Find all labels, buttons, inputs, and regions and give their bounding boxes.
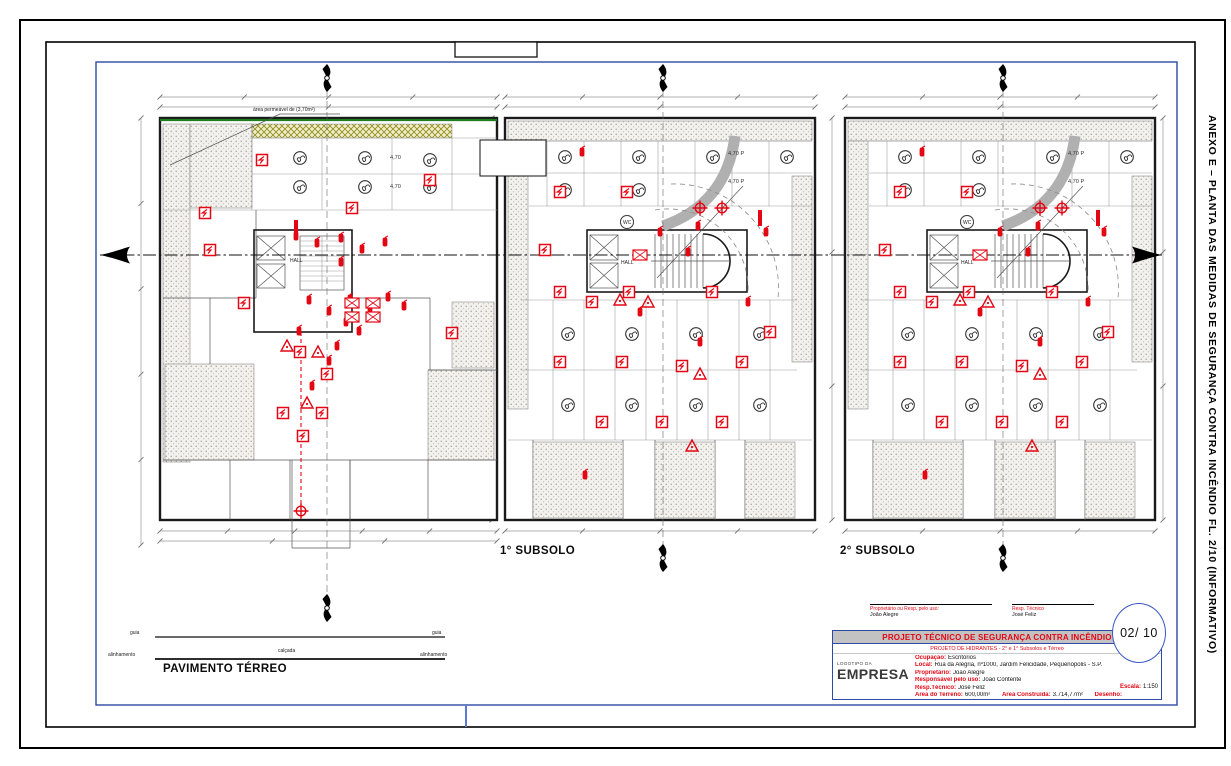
sign-symbol <box>257 155 268 166</box>
field-label: Resp.Técnico: <box>915 684 957 691</box>
field-value: João Contente <box>982 677 1022 684</box>
field-value: 1:150 <box>1142 684 1158 690</box>
titleblock-header: PROJETO TÉCNICO DE SEGURANÇA CONTRA INCÊNDIO <box>833 631 1161 644</box>
field-value: Rua da Alegria, nº1000, Jardim Felicidade, Pequenópolis - S.P. <box>934 662 1103 669</box>
annotation-permeavel: área permeável de (3,70m²) <box>253 107 315 113</box>
street-label-alinhamento: alinhamento <box>420 652 448 658</box>
sheet-side-title: ANEXO E – PLANTA DAS MEDIDAS DE SEGURANÇA CONTRA INCÊNDIO FL. 2/10 (INFORMATIVO) <box>1206 114 1218 654</box>
signature-owner-name: João Alegre <box>870 612 899 618</box>
street-label-calcada: calçada <box>278 648 296 654</box>
field-label: Área Construída: <box>1001 692 1051 699</box>
sign-symbol <box>1077 357 1088 368</box>
signature-tech-label: Resp. Técnico <box>1012 606 1044 612</box>
sign-symbol <box>1057 417 1068 428</box>
sign-symbol <box>555 287 566 298</box>
dimension-label: 4,70 P <box>1068 179 1085 185</box>
annotation-hall: HALL <box>621 260 634 266</box>
plan-subsolo1-group <box>480 118 815 520</box>
street-label-alinhamento: alinhamento <box>108 652 136 658</box>
bar-symbol <box>1096 210 1100 226</box>
box-symbol <box>973 250 987 260</box>
sign-symbol <box>707 287 718 298</box>
field-value: Escritórios <box>948 655 977 661</box>
sign-symbol <box>1047 287 1058 298</box>
sign-symbol <box>1103 327 1114 338</box>
field-proprietario <box>915 670 1159 677</box>
sign-symbol <box>447 328 458 339</box>
sign-symbol <box>278 408 289 419</box>
field-escala <box>1120 684 1158 690</box>
sign-symbol <box>617 357 628 368</box>
annotation-wc: WC <box>623 220 632 226</box>
annotation-hall: HALL <box>961 260 974 266</box>
sign-symbol <box>880 245 891 256</box>
sign-symbol <box>555 187 566 198</box>
sign-symbol <box>964 287 975 298</box>
axis-arrow <box>659 544 668 572</box>
field-value: 600,00m² <box>964 692 991 699</box>
field-local <box>915 662 1159 669</box>
plan-label-subsolo1: 1° SUBSOLO <box>500 545 576 557</box>
field-label: Proprietário: <box>915 669 952 676</box>
box-symbol <box>366 298 380 308</box>
field-label-desenho: Desenho: <box>1094 692 1122 699</box>
field-label: Local: <box>915 662 933 669</box>
dimension-label: 4,70 <box>390 155 401 161</box>
bar-symbol <box>294 220 298 236</box>
sign-symbol <box>657 417 668 428</box>
sign-symbol <box>295 347 306 358</box>
field-value: 3.714,77m² <box>1052 692 1083 699</box>
sign-symbol <box>677 361 688 372</box>
field-label: Escala: <box>1119 684 1141 690</box>
annotation-wc: WC <box>963 220 972 226</box>
street-label-guia: guia <box>432 630 442 636</box>
annotation-hall: HALL <box>290 258 303 264</box>
field-label: Área do Terreno: <box>915 692 963 699</box>
sign-symbol <box>957 357 968 368</box>
sign-symbol <box>317 408 328 419</box>
north-arrow <box>999 64 1008 92</box>
signature-owner-label: Proprietário ou Resp. pelo uso: <box>870 606 939 612</box>
sign-symbol <box>1017 361 1028 372</box>
sign-symbol <box>347 203 358 214</box>
plan-label-subsolo2: 2° SUBSOLO <box>840 545 916 557</box>
sign-symbol <box>962 187 973 198</box>
field-value: José Feliz <box>958 684 986 691</box>
bar-symbol <box>758 210 762 226</box>
sign-symbol <box>895 287 906 298</box>
field-areas <box>915 692 1159 699</box>
signature-tech-name: José Feliz <box>1012 612 1037 618</box>
axis-arrow <box>323 594 332 622</box>
north-arrow <box>659 64 668 92</box>
sign-symbol <box>425 175 436 186</box>
sign-symbol <box>737 357 748 368</box>
field-label: Responsável pelo uso: <box>915 677 981 684</box>
sign-symbol <box>927 297 938 308</box>
sign-symbol <box>624 287 635 298</box>
plan-label-terreo: PAVIMENTO TÉRREO <box>163 663 287 675</box>
field-label: Ocupação: <box>915 655 947 661</box>
sign-symbol <box>205 245 216 256</box>
sign-symbol <box>587 297 598 308</box>
titleblock-subheader: PROJETO DE HIDRANTES - 2° e 1° Subsolos e Térreo <box>833 644 1161 654</box>
logo-caption: LOGOTIPO DA <box>837 661 872 666</box>
sign-symbol <box>239 298 250 309</box>
field-value: João Alegre <box>953 669 985 676</box>
sign-symbol <box>555 357 566 368</box>
sign-symbol <box>765 327 776 338</box>
dimension-label: 4,70 P <box>728 179 745 185</box>
sheet-number-badge: 02/ 10 <box>1112 603 1166 663</box>
street-label-guia: guia <box>130 630 140 636</box>
signature-owner <box>870 604 992 618</box>
sign-symbol <box>322 369 333 380</box>
sign-symbol <box>298 431 309 442</box>
dimension-label: 4,70 P <box>1068 151 1085 157</box>
box-symbol <box>345 312 359 322</box>
sign-symbol <box>200 208 211 219</box>
plan-terreo-group <box>155 114 497 659</box>
sign-symbol <box>717 417 728 428</box>
plan-subsolo2-group <box>845 118 1155 520</box>
dimension-label: 4,70 <box>390 184 401 190</box>
signature-line <box>1012 604 1094 605</box>
north-arrow <box>323 64 332 92</box>
sign-symbol <box>597 417 608 428</box>
sign-symbol <box>895 187 906 198</box>
sign-symbol <box>540 245 551 256</box>
box-symbol <box>345 298 359 308</box>
sign-symbol <box>937 417 948 428</box>
box-symbol <box>366 312 380 322</box>
dimension-label: 4,70 P <box>728 151 745 157</box>
box-symbol <box>633 250 647 260</box>
signature-line <box>870 604 992 605</box>
signature-tech <box>1012 604 1094 618</box>
sign-symbol <box>997 417 1008 428</box>
company-logo <box>837 661 913 682</box>
sign-symbol <box>895 357 906 368</box>
notch-box <box>480 140 546 176</box>
sign-symbol <box>622 187 633 198</box>
logo-name: EMPRESA <box>837 666 910 682</box>
axis-arrow <box>999 544 1008 572</box>
fold-tab-top <box>455 42 537 57</box>
